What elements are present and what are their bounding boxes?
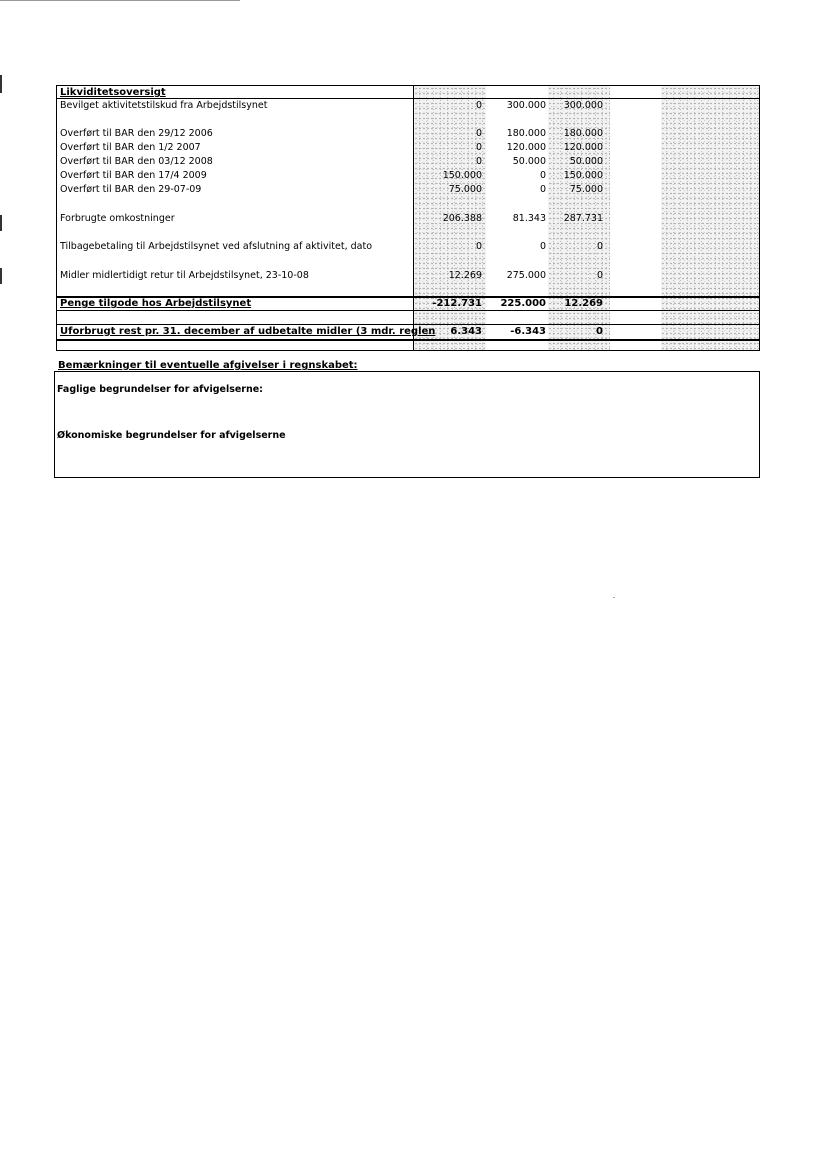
total-value: 0: [596, 326, 603, 337]
row-value: 81.343: [512, 213, 546, 224]
economic-reasons-label: Økonomiske begrundelser for afvigelserne: [57, 430, 286, 441]
remarks-box: [54, 371, 760, 478]
scan-edge-mark: [0, 215, 2, 231]
row-label: Overført til BAR den 17/4 2009: [60, 170, 207, 181]
row-value: 287.731: [563, 213, 603, 224]
row-divider: [57, 310, 759, 311]
top-rule: [0, 0, 240, 1]
row-label: Tilbagebetaling til Arbejdstilsynet ved afslutning af aktivitet, dato: [60, 241, 373, 252]
remarks-title: Bemærkninger til eventuelle afgivelser i regnskabet:: [58, 360, 358, 371]
row-label: Bevilget aktivitetstilskud fra Arbejdstilsynet: [60, 100, 268, 111]
row-value: 0: [475, 128, 482, 139]
row-value: 150.000: [563, 170, 603, 181]
row-value: 120.000: [506, 142, 546, 153]
row-value: 180.000: [563, 128, 603, 139]
liquidity-table: [56, 85, 760, 351]
total-value: 6.343: [450, 326, 482, 337]
total-value: 225.000: [500, 298, 546, 309]
row-label: Overført til BAR den 29-07-09: [60, 184, 202, 195]
row-value: 0: [596, 241, 603, 252]
row-divider: [57, 324, 759, 325]
row-value: 75.000: [569, 184, 603, 195]
row-value: 0: [539, 184, 546, 195]
professional-reasons-label: Faglige begrundelser for afvigelserne:: [57, 384, 263, 395]
scan-speck: [613, 597, 615, 598]
total-value: -212.731: [432, 298, 482, 309]
total-value: -6.343: [510, 326, 546, 337]
row-value: 150.000: [442, 170, 482, 181]
row-value: 0: [475, 241, 482, 252]
row-value: 0: [475, 100, 482, 111]
scan-edge-mark: [0, 268, 2, 284]
row-value: 300.000: [563, 100, 603, 111]
row-value: 50.000: [512, 156, 546, 167]
row-value: 0: [596, 270, 603, 281]
row-value: 180.000: [506, 128, 546, 139]
total-value: 12.269: [564, 298, 603, 309]
row-value: 50.000: [569, 156, 603, 167]
row-value: 12.269: [448, 270, 482, 281]
row-value: 0: [539, 170, 546, 181]
row-label: Overført til BAR den 1/2 2007: [60, 142, 201, 153]
row-label: Overført til BAR den 03/12 2008: [60, 156, 213, 167]
row-value: 0: [475, 142, 482, 153]
row-value: 75.000: [448, 184, 482, 195]
row-value: 0: [475, 156, 482, 167]
row-label: Midler midlertidigt retur til Arbejdstilsynet, 23-10-08: [60, 270, 309, 281]
table-header: Likviditetsoversigt: [60, 87, 166, 98]
row-value: 120.000: [563, 142, 603, 153]
row-value: 206.388: [442, 213, 482, 224]
row-value: 275.000: [506, 270, 546, 281]
row-value: 0: [539, 241, 546, 252]
scan-edge-mark: [0, 75, 2, 93]
row-label: Forbrugte omkostninger: [60, 213, 175, 224]
row-value: 300.000: [506, 100, 546, 111]
row-label: Overført til BAR den 29/12 2006: [60, 128, 213, 139]
total-label: Penge tilgode hos Arbejdstilsynet: [60, 298, 252, 309]
total-label: Uforbrugt rest pr. 31. december af udbetalte midler (3 mdr. reglen: [60, 326, 436, 337]
row-divider: [57, 339, 759, 341]
